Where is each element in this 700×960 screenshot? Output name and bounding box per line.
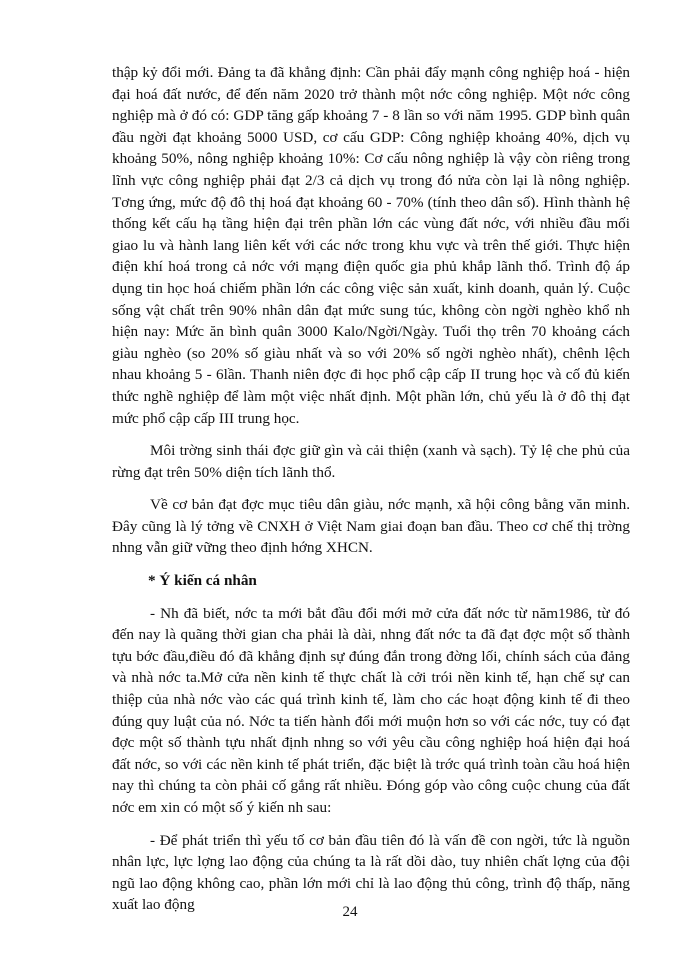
section-heading-personal-opinion: * Ý kiến cá nhân [148,572,257,590]
paragraph-socialism-goal: Về cơ bản đạt đợc mục tiêu dân giàu, nớc mạnh, xã hội công bằng văn minh. Đây cũng là lý tởng về CNXH ở Việt Nam giai đoạn ban đầu. Theo cơ chế thị trờng nhng vẫn giữ vững theo định hớng XHCN. [112,496,630,557]
paragraph-development-goals: thập kỷ đổi mới. Đảng ta đã khẳng định: Cần phải đẩy mạnh công nghiệp hoá - hiện đại hoá đất nước, để đến năm 2020 trở thành một nớc công nghiệp. Một nớc công nghiệp mà ở đó có: GDP tăng gấp khoảng 7 - 8 lần so với năm 1995. GDP bình quân đầu ngời đạt khoảng 5000 USD, cơ cấu GDP: Công nghiệp khoảng 40%, dịch vụ khoảng 50%, nông nghiệp khoảng 10%: Cơ cấu nông nghiệp là vậy còn riêng trong lĩnh vực công nghiệp phải đạt 2/3 cả dịch vụ trong đó nửa còn lại là nông nghiệp. Tơng ứng, mức độ đô thị hoá đạt khoảng 60 - 70% (tính theo dân số). Hình thành hệ thống kết cấu hạ tầng hiện đại trên phần lớn các vùng đất nớc, với nhiều đầu mối giao lu và hành lang liên kết với các nớc trong khu vực và trên thế giới. Thực hiện điện khí hoá trong cả nớc với mạng điện quốc gia phủ khắp lãnh thổ. Trình độ áp dụng tin học hoá chiếm phần lớn các công việc sản xuất, kinh doanh, quản lý. Cuộc sống vật chất trên 90% nhân dân đạt mức sung túc, không còn ngời nghèo khổ nh hiện nay: Mức ăn bình quân 3000 Kalo/Ngời/Ngày. Tuổi thọ trên 70 khoảng cách giàu nghèo (so 20% số giàu nhất và so với 20% số ngời nghèo nhất), chênh lệch nhau khoảng 5 - 6lần. Thanh niên đợc đi học phổ cập cấp II trung học và cố đủ kiến thức nghề nghiệp để làm một việc nhất định. Một phần lớn, chủ yếu là ở đô thị đạt mức phổ cập cấp III trung học. [112,64,630,427]
paragraph-opinion-reform: - Nh đã biết, nớc ta mới bắt đầu đổi mới mở cửa đất nớc từ năm1986, từ đó đến nay là quãng thời gian cha phải là dài, nhng đất nớc ta đã đạt đợc một số thành tựu bớc đầu,điều đó đã khẳng định sự đúng đắn trong đờng lối, chính sách của đảng và nhà nớc ta.Mở cửa nền kinh tế thực chất là cởi trói nền kinh tế, hạn chế sự can thiệp của nhà nớc vào các quá trình kinh tế, làm cho các hoạt động kinh tế đi theo đúng quy luật của nó. Nớc ta tiến hành đổi mới muộn hơn so với các nớc, tuy có đạt đợc một số thành tựu nhất định nhng so với yêu cầu công nghiệp hoá hiện đại hoá đất nớc, so với các nền kinh tế phát triển, đặc biệt là trớc quá trình toàn cầu hoá hiện nay thì chúng ta còn phải cố gắng rất nhiều. Đóng góp vào công cuộc chung của đất nớc em xin có một số ý kiến nh sau: [112,604,630,816]
body-text [112,62,630,916]
page-number: 24 [342,904,358,920]
paragraph-opinion-human-resources: - Để phát triển thì yếu tố cơ bản đầu tiên đó là vấn đề con ngời, tức là nguồn nhân lực, lực lợng lao động của chúng ta là rất dồi dào, tuy nhiên chất lợng của đội ngũ lao động không cao, phần lớn mới chỉ là lao động thủ công, trình độ thấp, năng xuất lao động [112,831,630,914]
paragraph-environment: Môi trờng sinh thái đợc giữ gìn và cải thiện (xanh và sạch). Tỷ lệ che phủ của rừng đạt trên 50% diện tích lãnh thổ. [112,442,630,481]
